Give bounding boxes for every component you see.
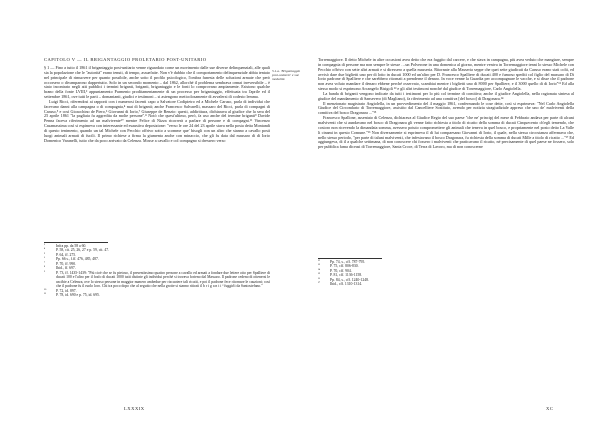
footnote xyxy=(318,282,574,286)
footnote-number: ³ xyxy=(44,243,45,247)
right-page xyxy=(318,0,574,424)
paragraph: Francesco Spallone, assentato di Celenza, dichiarava al Giudice Regio del suo paese "che ne' principj del mese di Febbraio andava per parte di alcuni malviventi che si aundavano nel bosco di Dragonara gli venne fatto richiesta a titolo di ricatto della somma di ducati Cinquecento ch'egli temendo, che costoro non ricevendo la dimandata somma, avessero potuto compromettere gli animali che teneva in quel bosco, e propriamente nel posto detto La Valle li cinami in questo Comune."¹⁶ Non diversamente si esprimeva il di lui compaesano Giovanni di Iorio, il quale, nella stessa circostanza affermava che, nello stesso periodo, "per parte di taluni malviventi, che infestavano il bosco Dragonara, fu richiesta della somma di ducati Mille a titolo di ricatto ..."¹⁷ Ed aggiungeva, di il a qualche settimana, di non conoscere chi fossero i malviventi che praticavano il ricatto, né precisamente di quel paese ne fossero, solo per pubblica fama diceasi di Torremaggiore, Santa Croce, di Terra di Lavoro, ma di non conoscerne xyxy=(318,115,574,150)
paragraph: La banda di briganti vengono indicate da tutti i testimoni per lo più col termine di comitiva; anche il giudice Angiolella, nella ragionata sintesa al giudice del mandamento di Sansevero (di Magliano), fa riferimento ad una comitiva [del bosco] di Dragonara.¹⁴ xyxy=(318,90,574,101)
footnote-text: Infra pp. da 58 a 60. xyxy=(56,244,87,248)
footnote-number: ⁷ xyxy=(44,260,46,265)
footnote-text: P. 81, cff. 1136-1158. xyxy=(330,273,363,278)
paragraph: § 1 — Fino a tutto il 1861 il brigantaggio post-unitario venne riguardato come un movimento dalle sue diverse delinquenziali, alle quali sia la popolazione che le "autorità" erano tenuti, di tempo, assuefatte. Non v'è dubbio che il comportamento delinquenziale abbia tentato nel principale di rimuovere per quanto possibile, anche sotto il profilo psicologico, l'ombra funesta delle soluzioni armate che però occorsero o divamparono dappertutto. Solo in un secondo momento – dal 1862, allorché il problema sembrava ormai irreversibile – è stato incontrato negli atti pubblici i termini briganti, briganti, brigantaggio e le fonti lo comprovano ampiamente. Esistono qualche brano della fonte LVIII,³ appuntamento Parmenio proditamentamente di un processo per brigantaggio, effettuata tra l'aprile ed il settembre 1861, ove tutti le parti – domanianti, giudici e testimoni – si astengono meticolosamente di avvalersi di codesto lemma. xyxy=(44,65,270,100)
footnote-text: Pp. 66 s., f.ff. 476, 485, 487. xyxy=(56,257,99,262)
footnote-text: Pp. 74, s., cff. 787-795. xyxy=(330,260,366,264)
footnote-number: ⁴ xyxy=(44,247,46,252)
right-body-text xyxy=(318,58,574,150)
footnote-text: Ibid., ff. 697. xyxy=(56,266,76,271)
footnote xyxy=(44,293,270,297)
footnote-number: ¹² xyxy=(318,259,320,263)
footnote-number: ¹⁰ xyxy=(44,287,47,292)
footnote-number: ¹⁵ xyxy=(318,272,321,277)
footnote xyxy=(44,271,270,289)
page-number: XC xyxy=(546,406,554,411)
running-head: CAPITOLO V — IL BRIGANTAGGIO PROLETARIO POST-UNITARIO xyxy=(44,57,207,62)
footnote-text: P. 58, cit. 25, 26, 27 e p. 59, cit. 47. xyxy=(56,248,110,253)
footnote-rule xyxy=(318,258,382,259)
left-body-text xyxy=(44,66,270,144)
footnote-text: P. 78, id. 690 e p. 75, id. 695. xyxy=(56,292,100,297)
footnote-text: P. 73, ff. 1435-1439: "Più cioè che se fu pietoso, il presentissimo quattro persone a cavallo ed armati a fondare due lettere otto per Spalliere di ducati 100 e l'altro per il fosfo di ducati 1000 tutti distinte gli individui perché si trovava forieno dal Massaro. Il padrone cedeno di ottenersi le uscibie a Celenza, ove lo stesso persone in maggior numero ambedue per riscuotere tali ricatti, e poi il padrone fece ritornare le cauzioni; così che il padrone fu il ruolo loro. Chi tra poco dopo che al seguito che nella grotte si stanno ritirati il b r i g a n t i ² fuggirli da Santostefano." xyxy=(56,270,270,289)
left-footnotes xyxy=(44,244,270,297)
footnote-text: P. 64, ff. 275. xyxy=(56,252,77,257)
footnote-rule xyxy=(44,242,108,243)
margin-note: 5.1.a. 'Brigantaggio post-unitario' e sue modalità xyxy=(272,69,301,81)
footnote-number: ⁵ xyxy=(44,251,46,256)
footnote-text: P. 75, cff. 806-830. xyxy=(330,264,359,269)
footnote-text: P. 70, cff. 904. xyxy=(330,268,352,273)
footnote-number: ⁸ xyxy=(44,265,46,270)
page-number: LXXXIX xyxy=(124,406,145,411)
footnote-number: ⁹ xyxy=(44,269,46,274)
paragraph: Luigi Ricci, riferendosi ai rapporti con i numerosi facenti capo a Salvatore Codipietro ed a Michele Caruso, parla di individui che facevano danni alla campagna o di compagnia,⁴ mai di briganti; anche Francesco Salvarelli, massaro del Ricci, parla di compagni di Caruso,⁵ e così Gioacchino de Piero,⁶ Giovanni di Iorio,⁷ Giuseppe de Renzio: questi, addirittura, dichiarava al giudice che la sera del 25 aprile 1861 "la pagliaia fu aggredita da molte persone".⁸ Notò che quest'ultimo, però, fa uso anche del termine briganti⁹ Davide Penna faceva riferimento ad un malvivente¹⁰ mentre Felice di Nizza ricorrerà a parlare di persone e di compagni.¹¹ Vincenzo Casamassima così si espimeva con interessante ed esaustiva deposizione: "verso le ore 24 del 23 aprile stava nella posta detta Montandi di questo tenimento, quando un tal Michele con Pecchio offrivo sotto a scomme que' bisogli con un altro che stanno a cavallo posti luogi animali armati di fucili. Il primo richiese a firma la giumenta anche con minaccio, che gli fu data dal massaro di di Iorio Domenico Varanelli, tutto che da poco arrivato da Celenza. Mosse a cavallo e col compagno si dressero verso xyxy=(44,98,270,143)
footnote-number: ¹⁴ xyxy=(318,267,321,272)
footnote-text: Pp. 84, s., cff. 1240-1248. xyxy=(330,277,369,282)
footnote-text: P. 70, ff. 990. xyxy=(56,261,77,266)
footnote-number: ¹⁷ xyxy=(318,281,321,286)
footnote-number: ¹¹ xyxy=(44,291,46,296)
left-page xyxy=(44,0,302,424)
footnote-number: ¹³ xyxy=(318,263,320,268)
right-footnotes xyxy=(318,260,574,287)
footnote-text: P. 72, id. 897. xyxy=(56,288,77,293)
paragraph: Torremaggiore. Il detto Michele in altre occasioni avea detto che era fuggito dal carcere, e che stava in campagna, più avea veduto che mangiare, sempre in compagnia di persone ma non sempre le stesse …un Polverone in una domenica al giorno, mentre veniva in Torremaggiore tenni lo stesso Michele con Pecchio offrivo con sette altri armati e si diressero a quella masseria. Ritornate alla Masseria seppe che quei sette giudicati da Caruso erano stati colti, ed avvisò dare due biglietti uno per di lotto in ducati 1000 ed un'altro per D. Francesco Spalliere di ducati 400 e fumoso spediti col figlio del massaro di Di Iorio padrone di Spalliere e che sarebbero ritornati a prenderne il denaro. In voce venne la Guardia per accompagnare le vacche, e si disse che il padrone non avea voluto mandare il denaro ebbene perché osservato, scambiai mentre i biglietti uno di 8000 per Spalliere, e il 3000 quello di di Iorio"¹² Ed alla stesso modo si esprimono Arcangelo Bisigoli ¹³ e gli altri testimoni nonché dal giudice di Torremaggiore, Carlo Angiolella. xyxy=(318,57,574,92)
paragraph: Il menzionato magistrato Angiolella, in un provvedimento del 4 maggio 1861, confermando le cose dette, così si esprimeva: "Nel Carlo Angiolella Giudice del Circondario di Torremaggiore, assistito dal Cancelliere Sostituto, avendo per notizia stragiudiziale appreso che uno de' malviventi della comitiva del bosco Dragonara ..."¹⁵ xyxy=(318,100,574,116)
footnote-text: Ibid., cff. 1310-1314. xyxy=(330,282,363,287)
footnote-number: ¹⁶ xyxy=(318,276,321,281)
footnote-number: ⁶ xyxy=(44,256,46,261)
